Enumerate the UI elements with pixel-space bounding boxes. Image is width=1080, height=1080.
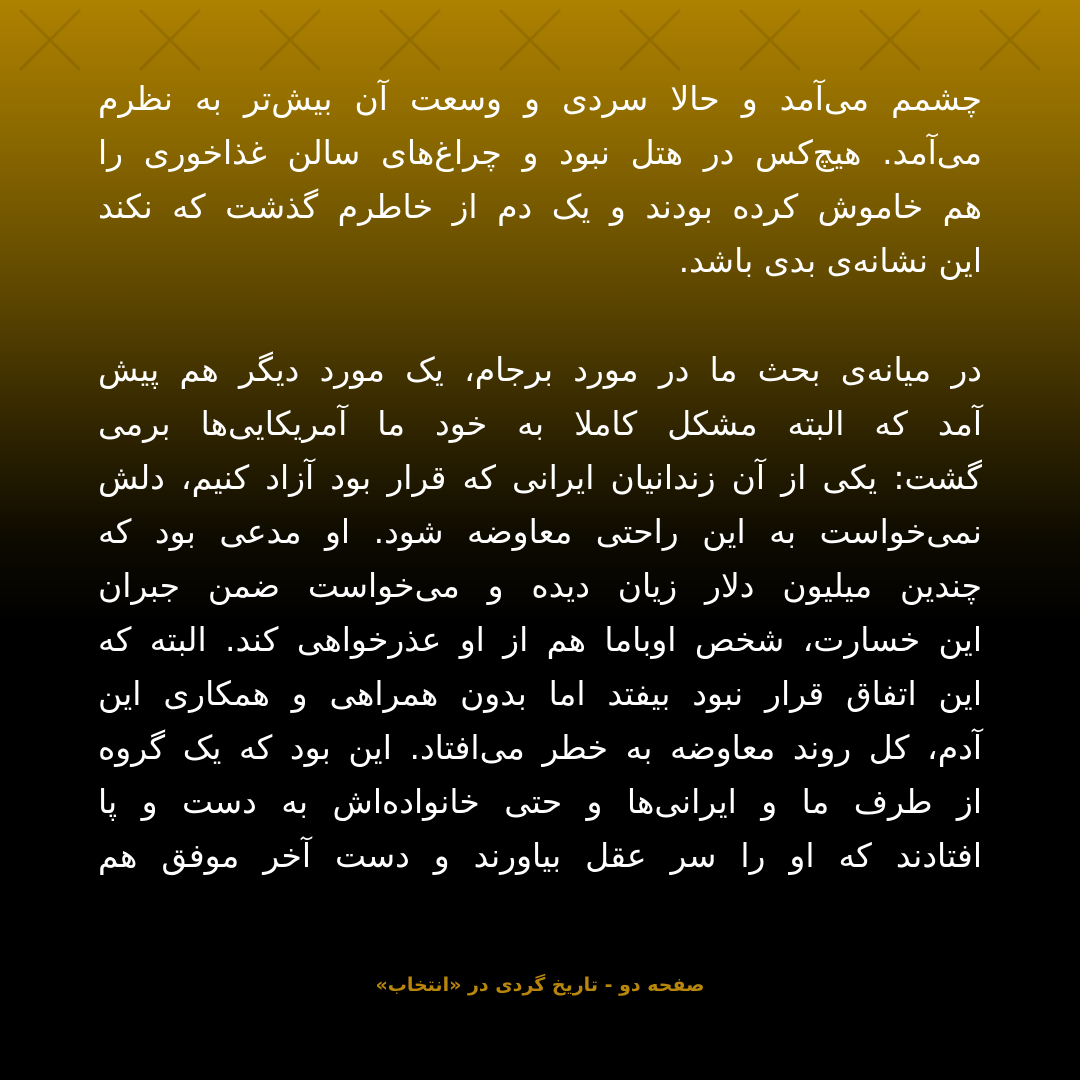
text-line: چشمم می‌آمد و حالا سردی و وسعت آن بیش‌تر به نظرم (98, 79, 982, 118)
text-line: چندین میلیون دلار زیان دیده و می‌خواست ضمن جبران (98, 566, 982, 605)
decorative-pattern (0, 0, 1080, 80)
text-line: این اتفاق قرار نبود بیفتد اما بدون همراهی و همکاری این (98, 674, 982, 713)
text-line: این خسارت، شخص اوباما هم از او عذرخواهی کند. البته که (98, 620, 982, 659)
footer-caption: صفحه دو - تاریخ گردی در «انتخاب» (375, 974, 705, 996)
paragraph-1 (98, 72, 982, 288)
text-line: هم خاموش کرده بودند و یک دم از خاطرم گذشت که نکند (98, 187, 982, 226)
text-line: در میانه‌ی بحث ما در مورد برجام، یک مورد دیگر هم پیش (98, 350, 982, 389)
text-line: می‌آمد. هیچ‌کس در هتل نبود و چراغ‌های سالن غذاخوری را (98, 133, 982, 172)
text-line: آدم، کل روند معاوضه به خطر می‌افتاد. این بود که یک گروه (98, 728, 982, 767)
text-line: این نشانه‌ی بدی باشد. (678, 241, 982, 280)
text-line: آمد که البته مشکل کاملا به خود ما آمریکایی‌ها برمی (98, 404, 982, 443)
text-line: افتادند که او را سر عقل بیاورند و دست آخر موفق هم (98, 836, 982, 875)
paragraph-2 (98, 343, 982, 883)
text-line: گشت: یکی از آن زندانیان ایرانی که قرار بود آزاد کنیم، دلش (98, 458, 982, 497)
text-line: نمی‌خواست به این راحتی معاوضه شود. او مدعی بود که (98, 512, 982, 551)
text-line: از طرف ما و ایرانی‌ها و حتی خانواده‌اش به دست و پا (98, 782, 982, 821)
